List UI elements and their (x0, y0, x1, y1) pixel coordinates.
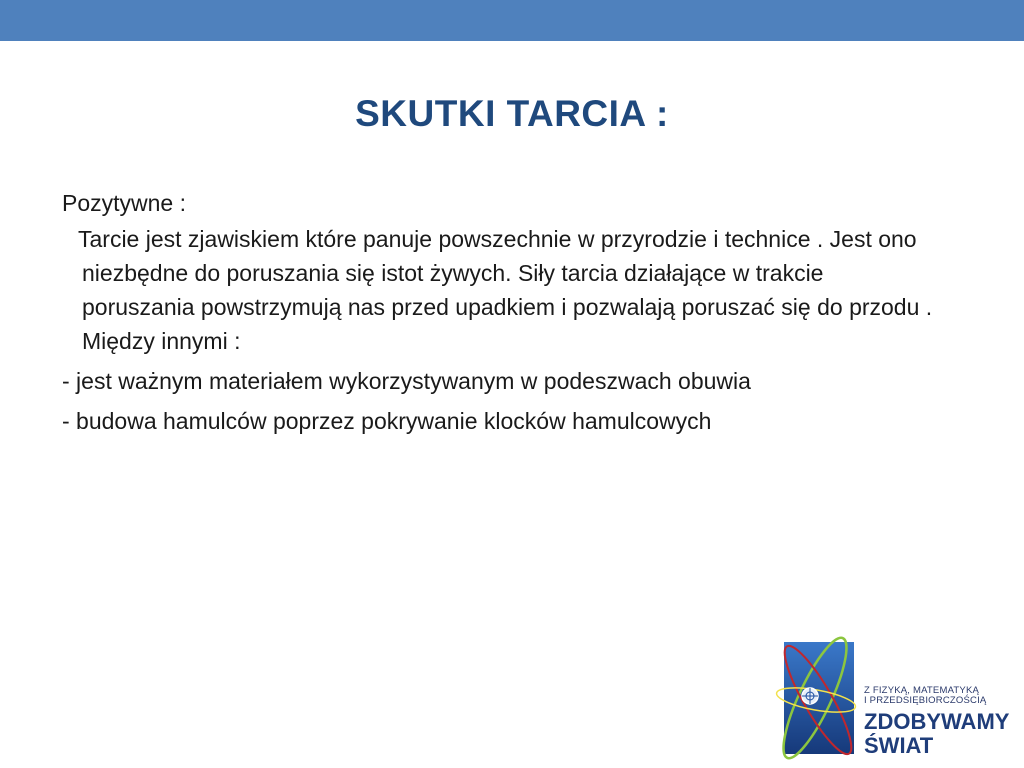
logo-line-3: ZDOBYWAMY (864, 709, 1010, 734)
zdobywamy-swiat-logo (770, 624, 1024, 768)
logo-title (864, 710, 1009, 758)
bullet-item-2: - budowa hamulców poprzez pokrywanie klocków hamulcowych (62, 408, 712, 434)
slide-content (62, 186, 942, 438)
logo-subtitle (864, 686, 1024, 706)
logo-line-2: I PRZEDSIĘBIORCZOŚCIĄ (864, 695, 987, 706)
top-accent-bar (0, 0, 1024, 41)
logo-line-1: Z FIZYKĄ, MATEMATYKĄ (864, 685, 980, 696)
logo-line-4: ŚWIAT (864, 733, 934, 758)
section-heading: Pozytywne : (62, 190, 186, 216)
body-paragraph: Tarcie jest zjawiskiem które panuje powszechnie w przyrodzie i technice . Jest ono niezbędne do poruszania się istot żywych. Siły tarcia działające w trakcie poruszania powstrzymują nas przed upadkiem i pozwalają poruszać się do przodu . Między innymi : (78, 226, 933, 354)
bullet-item-1: - jest ważnym materiałem wykorzystywanym w podeszwach obuwia (62, 368, 751, 394)
slide-title: SKUTKI TARCIA : (355, 93, 669, 134)
